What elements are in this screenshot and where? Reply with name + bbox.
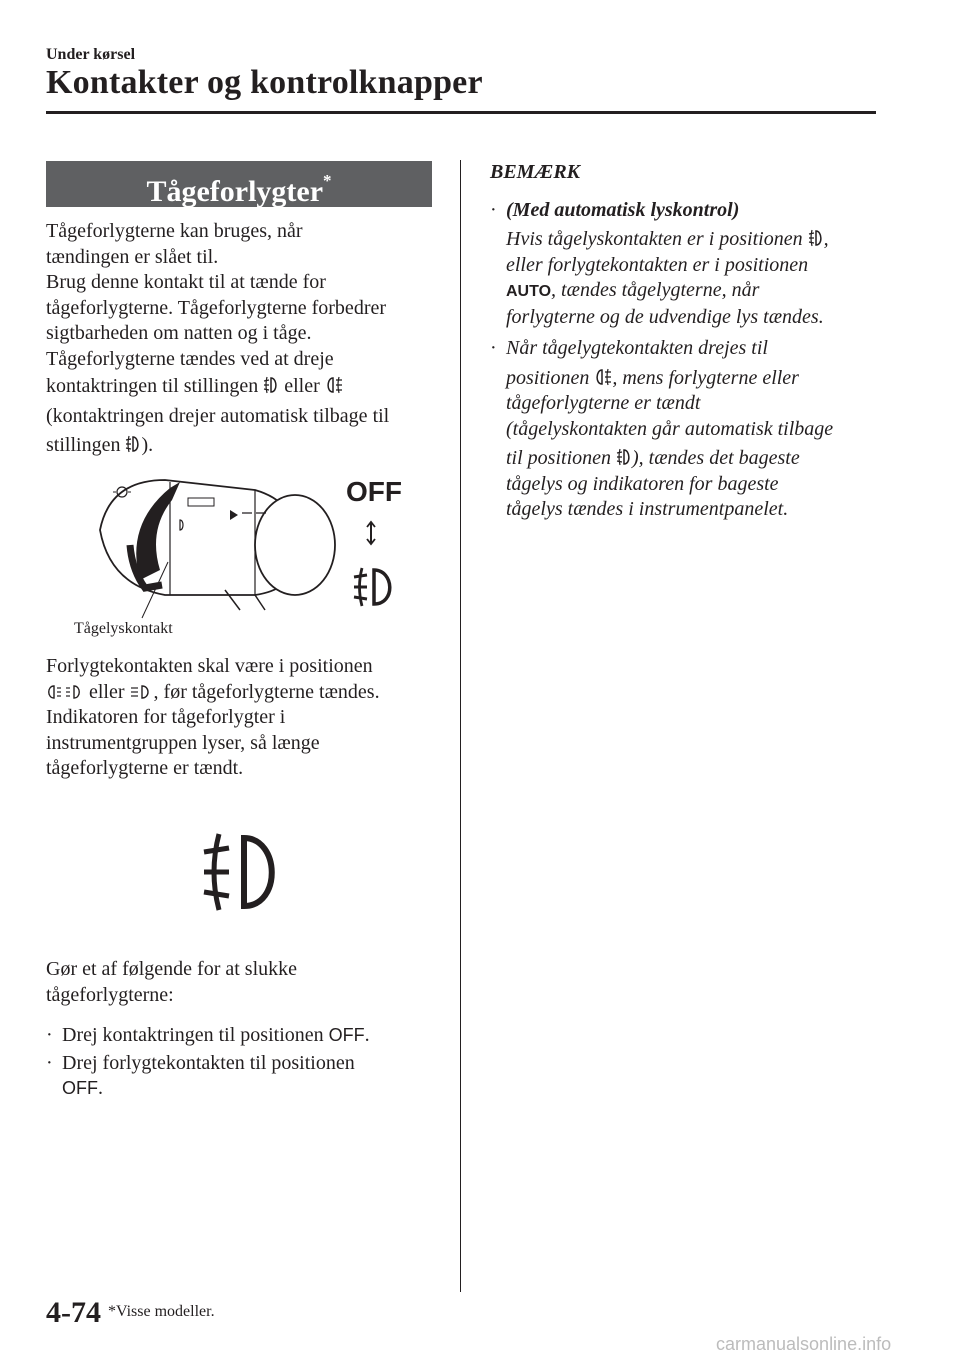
header-rule <box>46 111 876 114</box>
text-line: Tågeforlygterne kan bruges, når <box>46 220 303 242</box>
front-fog-icon <box>616 447 632 467</box>
banner-asterisk: * <box>323 171 332 190</box>
text-line: Brug denne kontakt til at tænde for <box>46 271 326 293</box>
note-item: · Når tågelygtekontakten drejes til positionen , mens forlygterne eller tågeforlygterne er tændt (tågelyskontakten går automatisk tilbage til positionen ), tændes det bageste tågelys og indikatoren for bageste tågelys tændes i instrumentpanelet. <box>490 337 834 520</box>
page-number: 4-74 <box>46 1296 101 1329</box>
front-fog-icon <box>125 434 141 454</box>
text-line: eller , før tågeforlygterne tændes. <box>46 680 436 706</box>
off-label: OFF <box>346 476 402 507</box>
parking-lights-icon <box>46 683 84 701</box>
note-item-title: (Med automatisk lyskontrol) <box>506 198 740 221</box>
bullet: · <box>490 337 497 359</box>
bullet: · <box>46 1024 53 1046</box>
note-item: · (Med automatisk lyskontrol) Hvis tågelyskontakten er i positionen , eller forlygtekontakten er i positionen AUTO, tændes tågelygterne, når forlygterne og de udvendige lys tændes. <box>490 198 890 331</box>
page-title: Kontakter og kontrolknapper <box>46 64 483 101</box>
fog-indicator-icon <box>196 830 286 914</box>
headlight-icon <box>130 683 154 701</box>
intro-paragraph <box>46 219 436 459</box>
off-code: OFF <box>62 1078 98 1098</box>
auto-code: AUTO <box>506 283 552 300</box>
bullet: · <box>490 198 497 221</box>
figure-caption: Tågelyskontakt <box>74 620 173 637</box>
footnote: *Visse modeller. <box>108 1303 215 1320</box>
text-line: Forlygtekontakten skal være i positionen <box>46 655 373 677</box>
rear-fog-icon <box>594 367 612 387</box>
text-line: kontaktringen til stillingen eller <box>46 374 436 400</box>
section-banner <box>46 161 432 207</box>
double-arrow-icon <box>364 520 378 546</box>
text-line: Indikatoren for tågeforlygter i <box>46 706 286 728</box>
text-line: tågeforlygterne: <box>46 983 174 1006</box>
bullet: · <box>46 1051 53 1074</box>
column-divider <box>460 160 461 1292</box>
turn-off-paragraph <box>46 957 436 1008</box>
watermark: carmanualsonline.info <box>716 1334 892 1354</box>
text-line: Gør et af følgende for at slukke <box>46 958 298 980</box>
bullet-list <box>46 1023 436 1102</box>
list-item: · Drej kontaktringen til positionen OFF. <box>46 1023 436 1049</box>
text-line: Tågeforlygterne tændes ved at dreje <box>46 347 334 370</box>
text-line: tågeforlygterne er tændt. <box>46 757 244 779</box>
text-line: tændingen er slået til. <box>46 245 219 268</box>
text-line: instrumentgruppen lyser, så længe <box>46 731 320 754</box>
front-fog-icon-large <box>350 565 398 609</box>
front-fog-icon <box>263 375 279 395</box>
rear-fog-icon <box>325 375 343 395</box>
text-line: tågeforlygterne. Tågeforlygterne forbedrer <box>46 296 387 319</box>
note-title: BEMÆRK <box>490 161 581 183</box>
text-line: stillingen ). <box>46 434 154 456</box>
banner-title: Tågeforlygter <box>146 175 324 208</box>
note-block <box>490 160 890 523</box>
text-line: sigtbarheden om natten og i tåge. <box>46 322 312 344</box>
headlight-paragraph <box>46 654 436 782</box>
section-label: Under kørsel <box>46 46 136 63</box>
text-line: (kontaktringen drejer automatisk tilbage til <box>46 404 390 427</box>
list-item: · Drej forlygtekontakten til positionen OFF. <box>46 1051 355 1099</box>
front-fog-icon <box>808 228 824 248</box>
off-code: OFF <box>328 1025 365 1045</box>
